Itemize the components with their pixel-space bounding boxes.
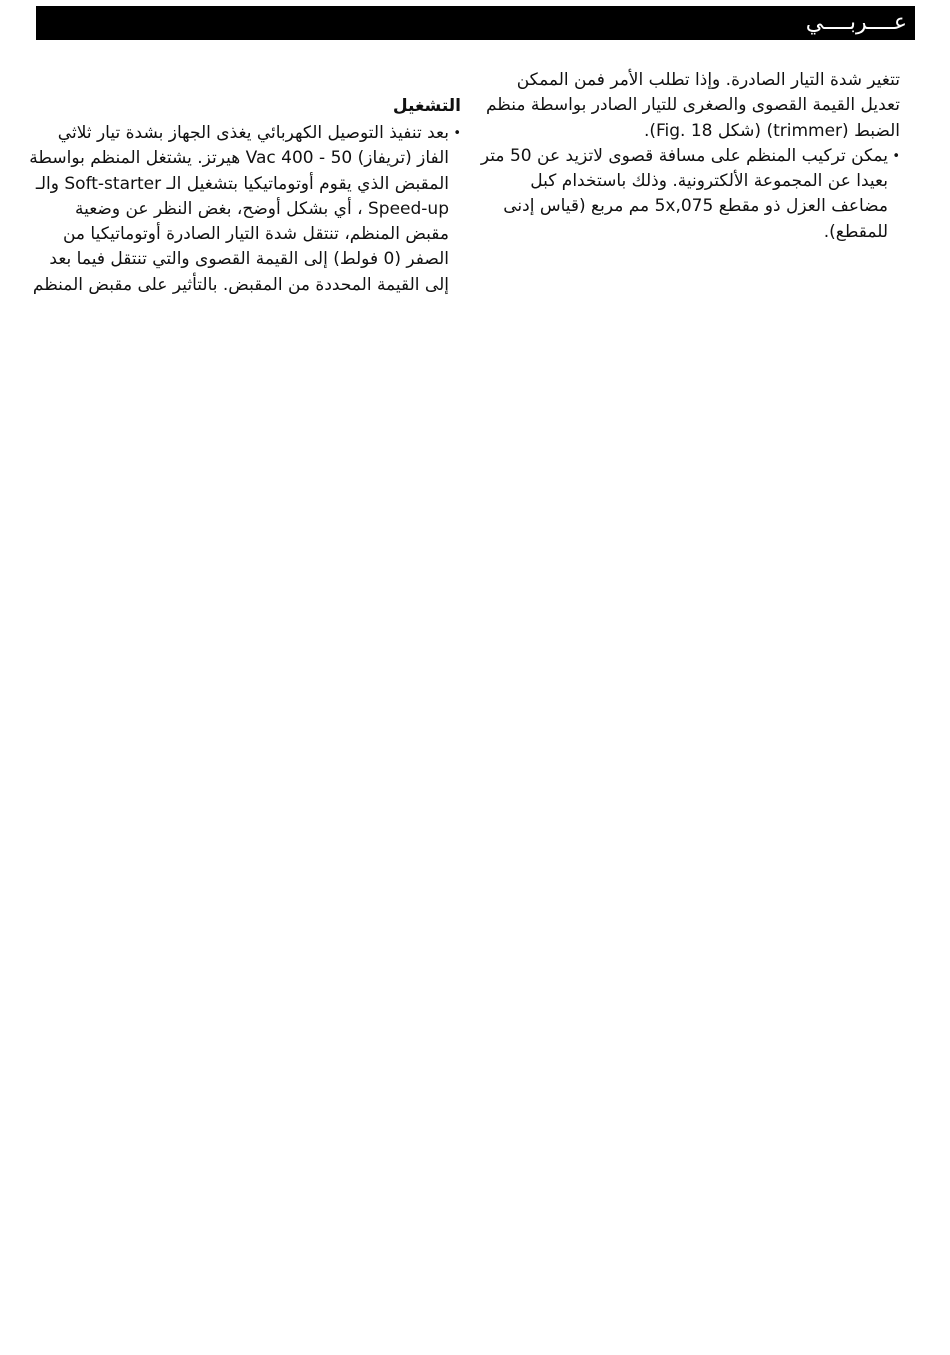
text-line: بعد تنفيذ التوصيل الكهربائي يغذى الجهاز بشدة تيار ثلاثي (57, 123, 449, 143)
text-line: الضبط (trimmer) (شكل Fig. 18). (643, 120, 900, 141)
text-line: يمكن تركيب المنظم على مسافة قصوى لاتزيد عن 50 متر (480, 145, 888, 166)
text-line: للمقطع). (823, 221, 888, 242)
bullet-icon: • (892, 148, 900, 164)
section-heading-operation: التشغيل (392, 96, 461, 116)
bullet-item-power-up (29, 121, 461, 298)
bullet-icon: • (453, 126, 461, 141)
text-line: الفاز (تريفاز) 50 - 400 Vac هيرتز. يشتغل المنظم بواسطة (29, 148, 449, 169)
text-line: إلى القيمة المحددة من المقبض. بالتأثير على مقبض المنظم (32, 274, 449, 295)
text-line: مقبض المنظم، تنتقل شدة التيار الصادرة أوتوماتيكيا من (62, 224, 449, 245)
text-line: تعديل القيمة القصوى والصغرى للتيار الصادر بواسطة منظم (485, 95, 900, 116)
continuation-column (480, 68, 900, 245)
text-line: Speed-up ، أي بشكل أوضح، بغض النظر عن وضعية (74, 198, 449, 219)
bullet-item-remote-mounting (480, 144, 900, 245)
text-line: تتغير شدة التيار الصادرة. وإذا تطلب الأمر فمن الممكن (516, 70, 900, 90)
operation-section-column (29, 95, 461, 298)
text-line: الصفر (0 فولط) إلى القيمة القصوى والتي تنتقل فيما بعد (49, 249, 449, 270)
text-line: المقبض الذي يقوم أوتوماتيكيا بتشغيل الـ Soft-starter والـ (35, 173, 449, 194)
language-header-title: عــــربــــي (805, 10, 907, 35)
text-line: مضاعف العزل ذو مقطع 5x,075 مم مربع (قياس إدنى (503, 196, 888, 217)
language-header-bar (36, 6, 915, 40)
paragraph-trimmer-adjustment (485, 68, 900, 144)
text-line: بعيدا عن المجموعة الألكترونية. وذلك باستخدام كبل (530, 171, 888, 192)
